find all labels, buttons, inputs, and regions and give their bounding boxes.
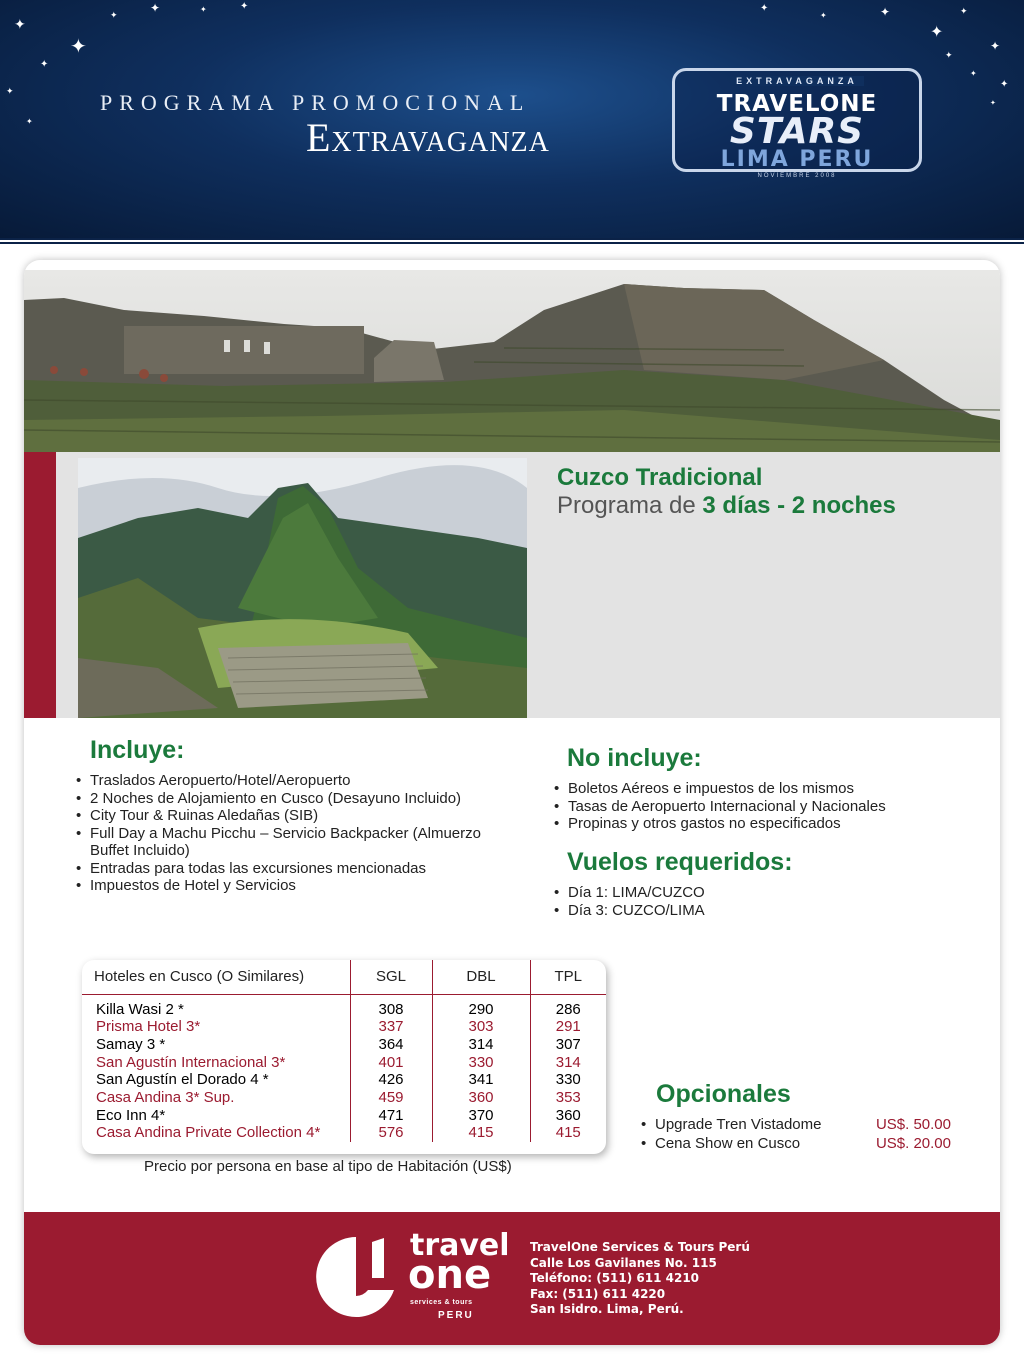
star-icon: ✦ xyxy=(150,1,161,15)
star-icon: ✦ xyxy=(200,5,207,14)
panorama-photo xyxy=(24,270,1000,460)
price-sgl: 459 xyxy=(350,1089,432,1107)
star-icon: ✦ xyxy=(6,87,14,97)
header-rule xyxy=(0,238,1024,244)
no-incluye-list xyxy=(554,780,974,833)
table-header: SGL xyxy=(350,960,432,994)
star-icon: ✦ xyxy=(945,51,953,61)
optional-price: US$. 20.00 xyxy=(875,1135,951,1152)
star-icon: ✦ xyxy=(240,1,249,12)
hotel-name: Casa Andina Private Collection 4* xyxy=(96,1124,321,1142)
badge-brand: TRAVELONE xyxy=(716,91,878,117)
price-sgl: 401 xyxy=(350,1054,432,1072)
logo-one: one xyxy=(408,1252,492,1298)
program-duration: 3 días - 2 noches xyxy=(702,492,896,519)
no-incluye-title: No incluye: xyxy=(567,744,702,772)
price-sgl: 576 xyxy=(350,1124,432,1142)
price-dbl: 341 xyxy=(432,1071,530,1089)
hotel-name: Prisma Hotel 3* xyxy=(96,1018,201,1036)
incluye-list xyxy=(76,772,496,895)
promo-line2: Extravaganza xyxy=(306,115,550,160)
hotels-table-box xyxy=(82,960,606,1154)
program-title: Cuzco Tradicional xyxy=(557,464,763,491)
optional-label: Cena Show en Cusco xyxy=(655,1135,801,1152)
star-icon: ✦ xyxy=(760,3,769,14)
optional-price: US$. 50.00 xyxy=(875,1116,951,1133)
table-header: TPL xyxy=(530,960,606,994)
star-icon: ✦ xyxy=(14,17,26,33)
header-banner xyxy=(0,0,1024,238)
list-item: • 2 Noches de Alojamiento en Cusco (Desayuno Incluido) xyxy=(76,790,496,808)
table-row xyxy=(82,1054,606,1072)
badge-date: NOVIEMBRE 2008 xyxy=(757,173,837,179)
program-subtitle-prefix: Programa de xyxy=(557,492,703,519)
hotels-table xyxy=(82,960,606,1142)
list-item: • Full Day a Machu Picchu – Servicio Backpacker (Almuerzo Buffet Incluido) xyxy=(76,825,496,860)
list-item: • City Tour & Ruinas Aledañas (SIB) xyxy=(76,807,496,825)
table-row xyxy=(82,1107,606,1125)
price-sgl: 471 xyxy=(350,1107,432,1125)
footer xyxy=(24,1212,1000,1345)
star-icon: ✦ xyxy=(70,34,87,58)
machu-picchu-photo xyxy=(78,458,527,718)
logo-travel: travel xyxy=(410,1228,510,1263)
company-line: San Isidro. Lima, Perú. xyxy=(530,1302,684,1316)
table-row xyxy=(82,1018,606,1036)
company-line: Calle Los Gavilanes No. 115 xyxy=(530,1255,717,1270)
company-line: Fax: (511) 611 4220 xyxy=(530,1286,666,1301)
table-header: DBL xyxy=(432,960,530,994)
price-tpl: 360 xyxy=(530,1107,606,1125)
program-subtitle xyxy=(557,492,896,520)
table-header: Hoteles en Cusco (O Similares) xyxy=(82,960,350,994)
star-icon: ✦ xyxy=(820,11,827,20)
promo-line1: PROGRAMA PROMOCIONAL xyxy=(100,90,531,115)
hotel-name: Eco Inn 4* xyxy=(96,1106,166,1124)
table-row xyxy=(82,1036,606,1054)
table-row xyxy=(82,994,606,1018)
accent-bar xyxy=(24,452,56,718)
star-icon: ✦ xyxy=(40,59,49,70)
list-item: • Tasas de Aeropuerto Internacional y Nacionales xyxy=(554,798,974,816)
price-dbl: 303 xyxy=(432,1018,530,1036)
hotel-name: San Agustín el Dorado 4 * xyxy=(96,1071,269,1089)
company-line: TravelOne Services & Tours Perú xyxy=(530,1240,750,1254)
list-item xyxy=(641,1115,951,1134)
star-icon: ✦ xyxy=(990,39,1001,53)
optional-label: Upgrade Tren Vistadome xyxy=(655,1116,822,1133)
company-line: Teléfono: (511) 611 4210 xyxy=(530,1271,700,1285)
list-item xyxy=(641,1134,951,1153)
price-sgl: 364 xyxy=(350,1036,432,1054)
star-icon: ✦ xyxy=(1000,79,1009,90)
list-item: • Día 1: LIMA/CUZCO xyxy=(554,884,854,902)
price-tpl: 353 xyxy=(530,1089,606,1107)
list-item: • Entradas para todas las excursiones mencionadas xyxy=(76,860,496,878)
hotel-name: Casa Andina 3* Sup. xyxy=(96,1089,235,1107)
vuelos-list xyxy=(554,884,854,919)
logo-country: PERU xyxy=(438,1310,474,1321)
star-icon: ✦ xyxy=(880,5,891,19)
table-row xyxy=(82,1071,606,1089)
hotel-name: Killa Wasi 2 * xyxy=(96,1000,184,1018)
price-tpl: 330 xyxy=(530,1071,606,1089)
list-item: • Día 3: CUZCO/LIMA xyxy=(554,902,854,920)
table-row xyxy=(82,1089,606,1107)
price-sgl: 426 xyxy=(350,1071,432,1089)
price-tpl: 314 xyxy=(530,1054,606,1072)
program-card xyxy=(24,260,1000,1345)
badge-city: LIMA PERU xyxy=(720,147,874,172)
price-dbl: 330 xyxy=(432,1054,530,1072)
opcionales-title: Opcionales xyxy=(656,1080,791,1108)
star-icon: ✦ xyxy=(970,69,977,78)
price-tpl: 415 xyxy=(530,1124,606,1142)
price-tpl: 307 xyxy=(530,1036,606,1054)
star-icon: ✦ xyxy=(110,11,118,21)
list-item: • Traslados Aeropuerto/Hotel/Aeropuerto xyxy=(76,772,496,790)
event-badge xyxy=(672,68,922,179)
company-info xyxy=(530,1240,750,1318)
price-dbl: 415 xyxy=(432,1124,530,1142)
incluye-title: Incluye: xyxy=(90,736,185,764)
star-icon: ✦ xyxy=(960,7,968,17)
table-row xyxy=(82,1124,606,1142)
price-tpl: 291 xyxy=(530,1018,606,1036)
hotel-name: San Agustín Internacional 3* xyxy=(96,1053,286,1071)
star-icon: ✦ xyxy=(26,117,33,126)
list-item: • Boletos Aéreos e impuestos de los mismos xyxy=(554,780,974,798)
badge-top: EXTRAVAGANZA xyxy=(730,76,864,86)
star-icon: ✦ xyxy=(930,22,944,41)
price-dbl: 314 xyxy=(432,1036,530,1054)
list-item: • Propinas y otros gastos no especificados xyxy=(554,815,974,833)
price-dbl: 290 xyxy=(432,994,530,1018)
opcionales-list xyxy=(641,1115,951,1153)
vuelos-title: Vuelos requeridos: xyxy=(567,848,793,876)
price-sgl: 308 xyxy=(350,994,432,1018)
price-tpl: 286 xyxy=(530,994,606,1018)
table-note: Precio por persona en base al tipo de Habitación (US$) xyxy=(144,1158,512,1175)
price-sgl: 337 xyxy=(350,1018,432,1036)
price-dbl: 360 xyxy=(432,1089,530,1107)
price-dbl: 370 xyxy=(432,1107,530,1125)
logo-services: services & tours xyxy=(410,1299,473,1306)
badge-stars: STARS xyxy=(729,111,865,152)
travelone-logo-icon xyxy=(306,1232,406,1322)
hotel-name: Samay 3 * xyxy=(96,1035,166,1053)
list-item: • Impuestos de Hotel y Servicios xyxy=(76,877,496,895)
star-icon: ✦ xyxy=(990,99,996,107)
